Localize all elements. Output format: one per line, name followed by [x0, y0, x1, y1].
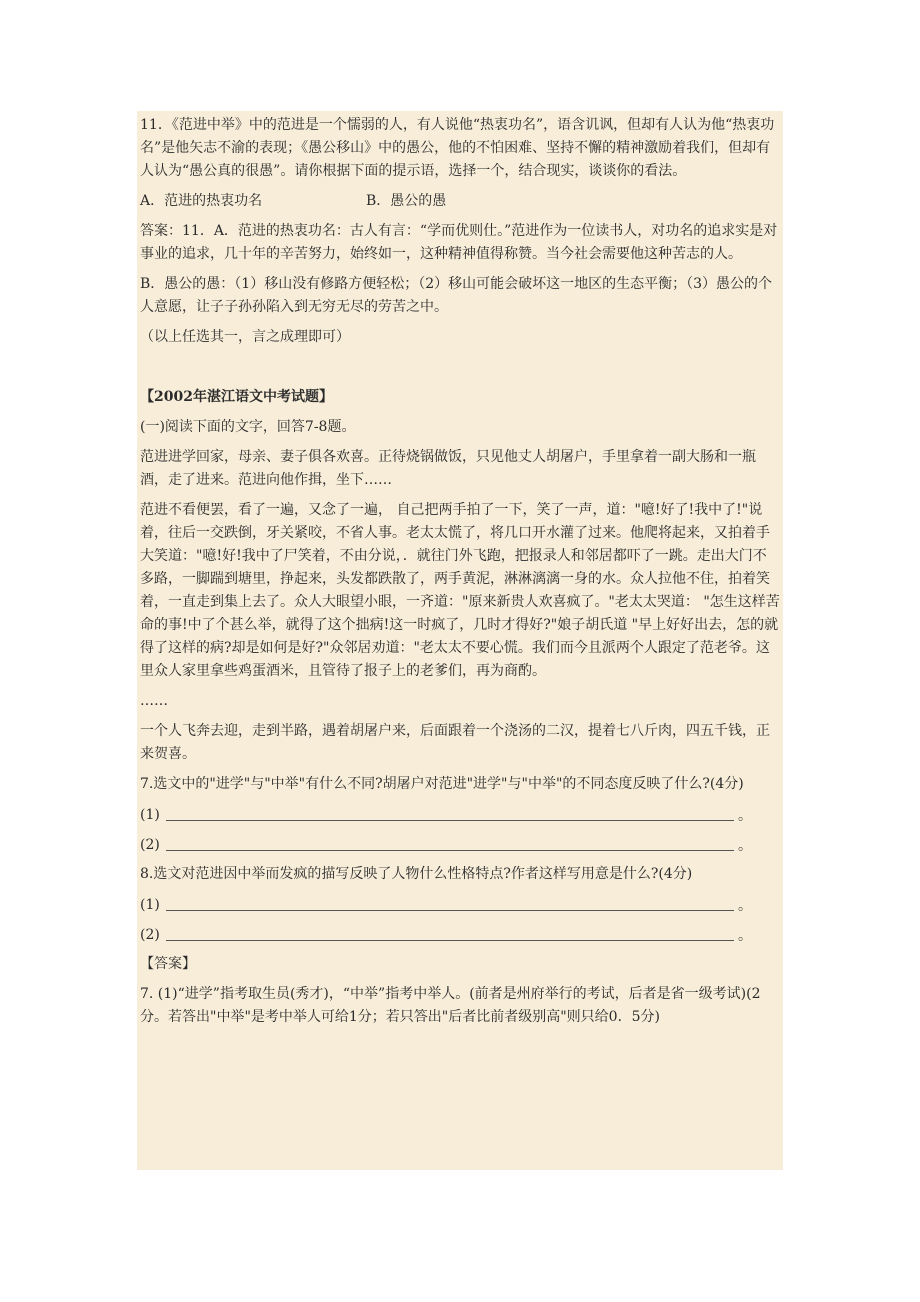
q7-blank-2: [140, 833, 780, 856]
passage-para-2: 范进不看便罢，看了一遍，又念了一遍， 自己把两手拍了一下，笑了一声，道："噫!好了!我中了!"说着，往后一交跌倒，牙关紧咬，不省人事。老太太慌了，将几口开水灌了过来。他爬将起来，又拍着手大笑道："噫!好!我中了尸笑着，不由分说，．就往门外飞跑，把报录人和邻居都吓了一跳。走出大门不多路，一脚踹到塘里，挣起来，头发都跌散了，两手黄泥，淋淋漓漓一身的水。众人拉他不住，拍着笑着，一直走到集上去了。众人大眼望小眼，一齐道："原来新贵人欢喜疯了。"老太太哭道： "怎生这样苦命的事!中了个甚么举，就得了这个拙病!这一时疯了，几时才得好?"娘子胡氏道 "早上好好出去，怎的就得了这样的病?却是如何是好?"众邻居劝道："老太太不要心慌。我们而今且派两个人跟定了范老爷。这里众人家里拿些鸡蛋酒米，且管待了报子上的老爹们，再为商酌。: [140, 502, 780, 679]
blank-label: (2): [140, 926, 160, 943]
blank-label: (1): [140, 896, 160, 913]
answer-heading: 【答案】: [140, 956, 196, 972]
answer-line: [166, 928, 734, 941]
document-page: [137, 111, 783, 1170]
answer-line: [166, 808, 734, 821]
q7-blank-1: [140, 803, 780, 826]
answer-line: [166, 898, 734, 911]
blank-label: (2): [140, 836, 160, 853]
blank-end-mark: 。: [738, 897, 752, 914]
exam-intro: (一)阅读下面的文字，回答7-8题。: [140, 419, 356, 435]
option-a: A．范进的热衷功名: [140, 193, 263, 209]
q11-note: （以上任选其一，言之成理即可）: [140, 329, 350, 345]
q11-answer-a: 答案：11．A．范进的热衷功名：古人有言：“学而优则仕。”范进作为一位读书人，对功名的追求实是对事业的追求，几十年的辛苦努力，始终如一，这种精神值得称赞。当今社会需要他这种苦志的人。: [140, 223, 778, 262]
q11-stem: 11．《范进中举》中的范进是一个懦弱的人，有人说他“热衷功名”，语含讥讽，但却有人认为他“热衷功名”是他矢志不渝的表现；《愚公移山》中的愚公，他的不怕困难、坚持不懈的精神激励着我们，但却有人认为“愚公真的很愚”。请你根据下面的提示语，选择一个，结合现实，谈谈你的看法。: [140, 117, 775, 179]
passage-para-1: 范进进学回家，母亲、妻子俱各欢喜。正待烧锅做饭，只见他丈人胡屠户，手里拿着一副大肠和一瓶酒，走了进来。范进向他作揖，坐下……: [140, 449, 756, 488]
option-b: B．愚公的愚: [366, 193, 447, 209]
blank-end-mark: 。: [738, 927, 752, 944]
question-7: 7.选文中的"进学"与"中举"有什么不同?胡屠户对范进"进学"与"中举"的不同态度反映了什么?(4分): [140, 776, 744, 792]
blank-label: (1): [140, 806, 160, 823]
blank-end-mark: 。: [738, 807, 752, 824]
exam-title: 【2002年湛江语文中考试题】: [140, 389, 333, 405]
passage-ellipsis: ……: [140, 693, 168, 709]
answer-line: [166, 838, 734, 851]
blank-end-mark: 。: [738, 837, 752, 854]
passage-para-3: 一个人飞奔去迎，走到半路，遇着胡屠户来，后面跟着一个浇汤的二汉，提着七八斤肉，四五千钱，正来贺喜。: [140, 723, 770, 762]
q11-options: [140, 190, 780, 213]
q8-blank-2: [140, 923, 780, 946]
q11-answer-b: B．愚公的愚：（1）移山没有修路方便轻松；（2）移山可能会破坏这一地区的生态平衡；（3）愚公的个人意愿，让子子孙孙陷入到无穷无尽的劳苦之中。: [140, 276, 773, 315]
answer-7: 7. (1)“进学”指考取生员(秀才)，“中举”指考中举人。(前者是州府举行的考试，后者是省一级考试)(2分。若答出"中举"是考中举人可给1分；若只答出"后者比前者级别高"则只给0．5分): [140, 986, 761, 1025]
question-8: 8.选文对范进因中举而发疯的描写反映了人物什么性格特点?作者这样写用意是什么?(4分): [140, 866, 693, 882]
q8-blank-1: [140, 893, 780, 916]
